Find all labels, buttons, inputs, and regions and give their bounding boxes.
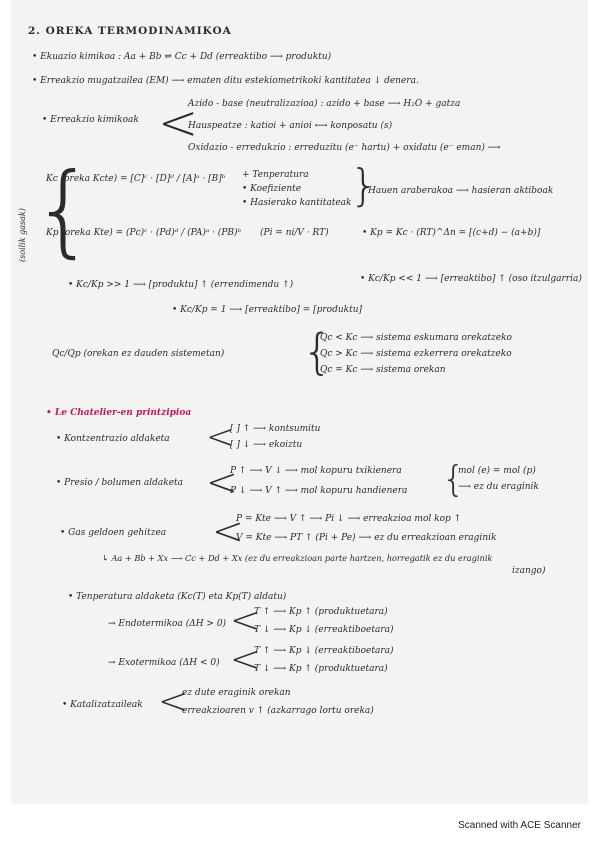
- curly-brace: }: [350, 160, 378, 211]
- note-line: Hauspeatze : katioi + anioi ⟷ konposatu (s): [188, 121, 393, 131]
- note-line: • Kc/Kp << 1 ⟶ [erreaktibo] ↑ (oso itzulgarria): [360, 274, 582, 284]
- note-line: ez dute eraginik orekan: [182, 688, 291, 698]
- note-line: V = Kte ⟶ PT ↑ (Pi + Pe) ⟶ ez du erreakzioan eraginik: [236, 533, 497, 543]
- note-line: Qc < Kc ⟶ sistema eskumara orekatzeko: [320, 333, 512, 343]
- note-line: • Koefiziente: [242, 184, 302, 194]
- note-line: (Pi = ni/V · RT): [260, 228, 329, 238]
- note-line: Qc > Kc ⟶ sistema ezkerrera orekatzeko: [320, 349, 512, 359]
- curly-brace: <: [206, 460, 238, 504]
- scanner-watermark: Scanned with ACE Scanner: [458, 820, 581, 831]
- note-line: Azido - base (neutralizazioa) : azido + base ⟶ H₂O + gatza: [188, 99, 461, 109]
- note-line: • Erreakzio mugatzailea (EM) ⟶ ematen ditu estekiometrikoki kantitatea ↓ denera.: [32, 76, 419, 86]
- note-line: [ ] ↓ ⟶ ekoiztu: [230, 440, 303, 450]
- note-line: T ↑ ⟶ Kp ↑ (produktuetara): [254, 607, 388, 617]
- note-line: • Gas geldoen gehitzea: [60, 528, 167, 538]
- note-line: • Kp = Kc · (RT)^Δn = [(c+d) − (a+b)]: [362, 228, 541, 238]
- curly-brace: {: [442, 459, 465, 500]
- note-line: • Kontzentrazio aldaketa: [56, 434, 170, 444]
- note-line: ⟶ ez du eraginik: [458, 482, 539, 492]
- curly-brace: {: [32, 151, 96, 268]
- note-line: • Tenperatura aldaketa (Kc(T) eta Kp(T) aldatu): [68, 592, 287, 602]
- note-line: Hauen araberakoa ⟶ hasieran aktiboak: [368, 186, 554, 196]
- note-line: mol (e) = mol (p): [458, 466, 536, 476]
- note-line: erreakzioaren v ↑ (azkarrago lortu oreka): [182, 706, 374, 716]
- side-note: (soilik gasak): [18, 208, 27, 262]
- curly-brace: <: [230, 639, 261, 680]
- curly-brace: <: [230, 600, 261, 641]
- note-line: • Katalizatzaileak: [62, 700, 143, 710]
- note-line: • Presio / bolumen aldaketa: [56, 478, 184, 488]
- note-line: • Ekuazio kimikoa : Aa + Bb ⇌ Cc + Dd (erreaktibo ⟶ produktu): [32, 52, 332, 62]
- note-line: ↳ Aa + Bb + Xx ⟶ Cc + Dd + Xx (ez du erreakzioan parte hartzen, horregatik ez du eraginik: [102, 553, 493, 563]
- note-line: P = Kte ⟶ V ↑ ⟶ Pi ↓ ⟶ erreakzioa mol kop ↑: [236, 514, 462, 524]
- page-title: 2. OREKA TERMODINAMIKOA: [28, 25, 232, 37]
- note-line: [ ] ↑ ⟶ kontsumitu: [230, 424, 321, 434]
- note-line: Oxidazio - erredukzio : erreduzitu (e⁻ hartu) + oxidatu (e⁻ eman) ⟶: [188, 143, 501, 153]
- note-line: T ↑ ⟶ Kp ↓ (erreaktiboetara): [254, 646, 394, 656]
- curly-brace: {: [302, 324, 333, 380]
- note-line: • Erreakzio kimikoak: [42, 115, 139, 125]
- note-line: T ↓ ⟶ Kp ↓ (erreaktiboetara): [254, 625, 394, 635]
- note-line: P ↓ ⟶ V ↑ ⟶ mol kopuru handienera: [230, 486, 408, 496]
- notebook-page: [12, 0, 587, 803]
- note-line: • Kc/Kp = 1 ⟶ [erreaktibo] = [produktu]: [172, 305, 363, 315]
- curly-brace: <: [206, 417, 235, 457]
- note-line: Qc = Kc ⟶ sistema orekan: [320, 365, 446, 375]
- kc-formula: Kc (oreka Kcte) = [C]ᶜ · [D]ᵈ / [A]ᵃ · [B]ᵇ: [46, 174, 226, 184]
- note-line: → Endotermikoa (ΔH > 0): [108, 619, 227, 629]
- curly-brace: <: [212, 509, 244, 553]
- note-line: T ↓ ⟶ Kp ↑ (produktuetara): [254, 664, 388, 674]
- note-line: • Kc/Kp >> 1 ⟶ [produktu] ↑ (errendimendu ↑): [68, 280, 294, 290]
- note-line: izango): [512, 566, 546, 576]
- note-line: • Hasierako kantitateak: [242, 198, 352, 208]
- curly-brace: <: [158, 681, 189, 722]
- note-line: Qc/Qp (orekan ez dauden sistemetan): [52, 349, 225, 359]
- curly-brace: <: [158, 95, 199, 151]
- kp-formula: Kp (oreka Kte) = (Pc)ᶜ · (Pd)ᵈ / (PA)ᵃ · (PB)ᵇ: [46, 228, 242, 238]
- note-line: → Exotermikoa (ΔH < 0): [108, 658, 220, 668]
- note-line: P ↑ ⟶ V ↓ ⟶ mol kopuru txikienera: [230, 466, 402, 476]
- note-line: + Tenperatura: [242, 170, 309, 180]
- section-heading: • Le Chatelier-en printzipioa: [46, 408, 192, 418]
